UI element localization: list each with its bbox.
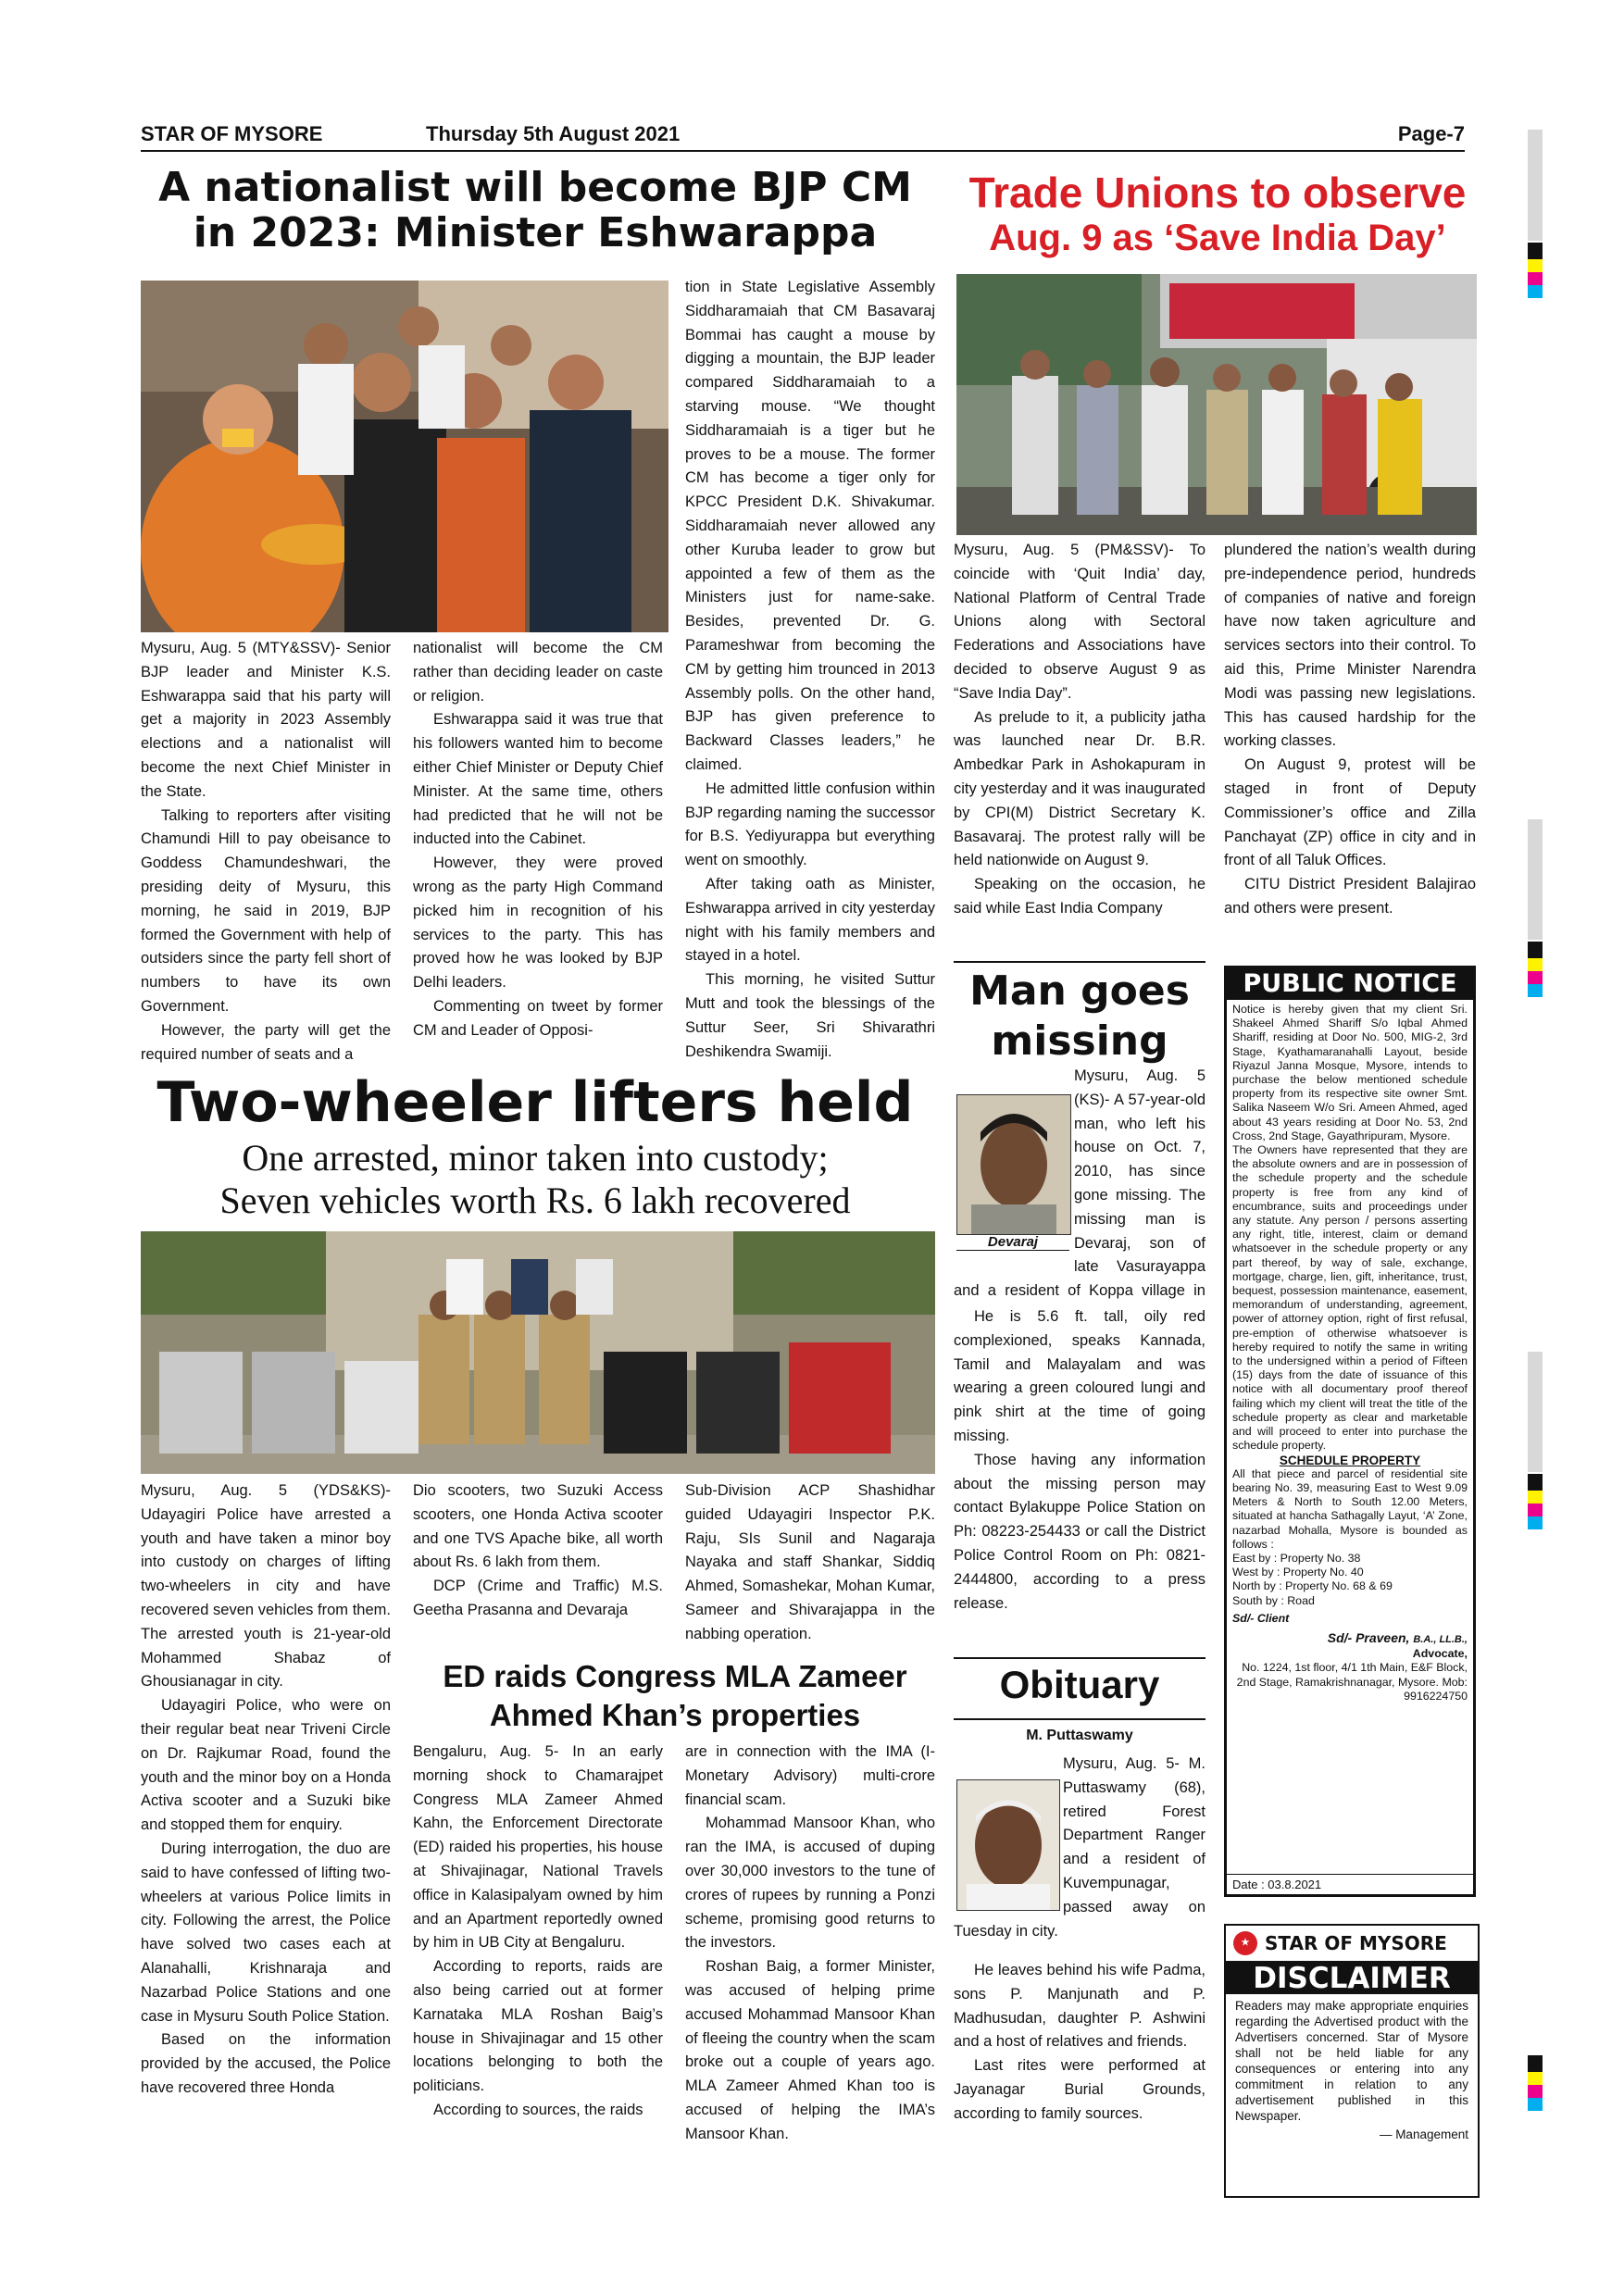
boundary-line: North by : Property No. 68 & 69 <box>1232 1579 1393 1593</box>
grey-bar <box>1528 1352 1543 1472</box>
headline-line: in 2023: Minister Eshwarappa <box>193 209 878 257</box>
advocate-title: Advocate, <box>1412 1647 1468 1661</box>
story3-subhead <box>137 1137 933 1222</box>
eshwarappa-photo <box>141 281 668 632</box>
black-mark <box>1528 1474 1543 1491</box>
obituary-intro <box>954 1753 1206 1956</box>
paragraph: Dio scooters, two Suzuki Access scooters, one Honda Activa scooter and one TVS Apache bike, all worth about Rs. 6 lakh from them. <box>413 1482 663 1571</box>
notice-paragraph: All that piece and parcel of residential site bearing No. 39, measuring East to West 9.09 Meters & North to South 12.00 Meters, situated at hancha Sathagally Layut, ‘A’ Zone, nazarbad Mohalla, Mysore is bounded as follows : <box>1232 1466 1468 1551</box>
yellow-mark <box>1528 1491 1543 1504</box>
paragraph: Bengaluru, Aug. 5- In an early morning shock to Chamarajpet Congress MLA Zameer Ahmed Kahn, the Enforcement Directorate (ED) raided his properties, his house at Shivajinagar, National Travels office in Kalasipalyam owned by him and an Apartment reportedly owned by him in UB City at Bengaluru. <box>413 1743 663 1952</box>
paper-name: STAR OF MYSORE <box>141 122 323 145</box>
story3-column-3 <box>685 1479 935 1646</box>
obituary-name: M. Puttaswamy <box>1026 1728 1133 1743</box>
photo-caption: Devaraj <box>956 1234 1069 1251</box>
obituary-body <box>954 1959 1206 2195</box>
cyan-mark <box>1528 285 1543 298</box>
black-mark <box>1528 2055 1543 2072</box>
schedule-title: SCHEDULE PROPERTY <box>1279 1453 1421 1467</box>
obituary-headline: Obituary <box>999 1663 1160 1706</box>
public-notice-body <box>1227 1000 1473 1706</box>
paragraph: Last rites were performed at Jayanagar Burial Grounds, according to family sources. <box>954 2057 1206 2122</box>
protest-photo <box>956 274 1477 535</box>
paragraph: Mysuru, Aug. 5- M. Puttaswamy (68), retired Forest Department Ranger and a resident of Kuvempunagar, passed away on Tuesday in city. <box>954 1755 1206 1940</box>
cyan-mark <box>1528 984 1543 997</box>
disclaimer-body: Readers may make appropriate enquiries regarding the Advertised product with the Advertisers concerned. Star of Mysore shall not be held liable for any consequences or entering into any commitment in relation to any advertisement published in this Newspaper. <box>1235 1999 1468 2123</box>
cyan-mark <box>1528 2098 1543 2111</box>
advocate-line <box>1232 1631 1468 1647</box>
client-signature: Sd/- Client <box>1232 1611 1290 1625</box>
story3-column-1 <box>141 1479 391 2192</box>
headline-line: missing <box>991 1017 1168 1065</box>
paragraph: nationalist will become the CM rather than deciding leader on caste or religion. <box>413 640 663 705</box>
headline-line: Aug. 9 as ‘Save India Day’ <box>989 217 1446 258</box>
story4-column-1 <box>413 1741 663 2194</box>
story2-column-2 <box>1224 539 1476 983</box>
subhead-line: Seven vehicles worth Rs. 6 lakh recovered <box>219 1179 851 1221</box>
photo-spacer <box>954 1753 1063 1919</box>
story3-column-2 <box>413 1479 663 1646</box>
story1-column-1 <box>141 637 391 1072</box>
paragraph: Eshwarappa said it was true that his followers wanted him to become either Chief Minister or Deputy Chief Minister. At the same time, others had predicted that he will not be inducted into the Cabinet. <box>413 711 663 848</box>
star-of-mysore-logo: ★ <box>1233 1931 1257 1955</box>
boundary-line: West by : Property No. 40 <box>1232 1566 1364 1579</box>
magenta-mark <box>1528 2085 1543 2098</box>
paragraph: He leaves behind his wife Padma, sons P. Manjunath and P. Madhusudan, daughter P. Ashwini and a host of relatives and friends. <box>954 1962 1206 2051</box>
notice-paragraph: The Owners have represented that they are the absolute owners and are in possession of the schedule property and the schedule property is free from any kind of encumbrance, suits and proceedings under any statute. Any person / persons asserting any right, title, interest, claim or demand whatsoever in the schedule property or any part thereof, by way of sale, exchange, mortgage, charge, lien, gift, inheritance, trust, bequest, possession maintenance, easement, memorandum of understanding, agreement, power of attorney option, right of first refusal, pre-emption of otherwise whatsoever is hereby required to notify the same in writing to the undersigned within a period of Fifteen (15) days from the date of issuance of this notice with all documentary proof thereof failing which my client will treat the title of the schedule property as clear and marketable and will proceed to enter into purchase the schedule property. <box>1232 1143 1468 1453</box>
paragraph: According to reports, raids are also being carried out at former Karnataka MLA Roshan Baig’s house in Shivajinagar and 15 other locations belonging to both the politicians. <box>413 1958 663 2095</box>
yellow-mark <box>1528 259 1543 272</box>
disclaimer-brand: STAR OF MYSORE <box>1265 1932 1447 1954</box>
story1-column-2 <box>413 637 663 1072</box>
paragraph: Speaking on the occasion, he said while East India Company <box>954 876 1206 917</box>
public-notice-title: PUBLIC NOTICE <box>1227 968 1473 1000</box>
disclaimer <box>1224 1924 1480 2198</box>
paragraph: He is 5.6 ft. tall, oily red complexioned, speaks Kannada, Tamil and Malayalam and was wearing a green coloured lungi and pink shirt at the time of going missing. <box>954 1308 1206 1444</box>
paragraph: During interrogation, the duo are said to have confessed of lifting two-wheelers at various Police limits in city. Following the arrest, the Police have solved two cases each at Alanahalli, Krishnaraja and Nazarbad Police Stations and one case in Mysuru South Police Station. <box>141 1840 391 2025</box>
magenta-mark <box>1528 971 1543 984</box>
yellow-mark <box>1528 958 1543 971</box>
divider <box>954 1718 1206 1720</box>
headline-line: Trade Unions to observe <box>968 168 1467 217</box>
paragraph: Mysuru, Aug. 5 (PM&SSV)- To coincide with ‘Quit India’ day, National Platform of Central Trade Unions along with Sectoral Federations and Associations have decided to observe August 9 as “Save India Day”. <box>954 542 1206 702</box>
story5-headline <box>954 967 1206 1067</box>
issue-date: Thursday 5th August 2021 <box>426 122 681 145</box>
paragraph: Based on the information provided by the accused, the Police have recovered three Honda <box>141 2031 391 2096</box>
photo-spacer <box>954 1065 1074 1261</box>
notice-date: Date : 03.8.2021 <box>1227 1874 1473 1894</box>
disclaimer-brand-row <box>1226 1926 1478 1963</box>
notice-paragraph: Notice is hereby given that my client Sri. Shakeel Ahmed Shariff S/o Iqbal Ahmed Shariff, residing at Door No. 500, MIG-2, 3rd Stage, Kyathamaranahalli Layout, beside Riyazul Janna Mosque, Mysore, intends to purchase the below mentioned schedule property from its respective site owner Smt. Salika Naseem W/o Sri. Ameen Ahmed, aged about 43 years residing at Door No. 53, 2nd Cross, 2nd Stage, Gayathripuram, Mysore. <box>1232 1003 1468 1142</box>
divider <box>954 961 1206 963</box>
paragraph: According to sources, the raids <box>433 2101 643 2118</box>
story3-headline: Two-wheeler lifters held <box>156 1070 914 1135</box>
paragraph: are in connection with the IMA (I-Monetary Advisory) multi-crore financial scam. <box>685 1743 935 1808</box>
paragraph: However, the party will get the required number of seats and a <box>141 1021 391 1063</box>
magenta-mark <box>1528 1504 1543 1516</box>
paragraph: Those having any information about the missing person may contact Bylakuppe Police Station on Ph: 08223-254433 or call the District Police Control Room on Ph: 0821-2444800, according to a press release. <box>954 1451 1206 1612</box>
story1-column-3 <box>685 276 935 1072</box>
grey-bar <box>1528 819 1543 940</box>
paragraph: As prelude to it, a publicity jatha was launched near Dr. B.R. Ambedkar Park in Ashokapuram in city yesterday and it was inaugurated by CPI(M) District Secretary K. Basavaraj. The protest rally will be held nationwide on August 9. <box>954 708 1206 869</box>
paragraph: tion in State Legislative Assembly Siddharamaiah that CM Basavaraj Bommai has caught a mouse by digging a mountain, the BJP leader compared Siddharamaiah to a starving mouse. “We thought Siddharamaiah is a tiger but he proves to be a mouse. The former CM has become a tiger only for KPCC President D.K. Shivakumar. Siddharamaiah never allowed any other Kuruba leader to grow but appointed a few of them as the Ministers just for name-sake. Besides, prevented Dr. G. Parameshwar from becoming the CM by getting him trounced in 2013 Assembly polls. On the other hand, BJP has given preference to Backward Classes leaders,” he claimed. <box>685 279 935 773</box>
headline-line: A nationalist will become BJP CM <box>158 164 912 211</box>
story4-headline <box>407 1657 943 1735</box>
paragraph: Commenting on tweet by former CM and Leader of Opposi- <box>413 997 663 1039</box>
story2-headline <box>954 169 1481 258</box>
advocate-degree: B.A., LL.B., <box>1413 1633 1468 1645</box>
story5-body <box>954 1305 1206 1634</box>
paragraph: However, they were proved wrong as the party High Command picked him in recognition of his services to the party. This has proved how he was looked by BJP Delhi leaders. <box>413 855 663 992</box>
headline-line: Man goes <box>969 967 1190 1015</box>
cyan-mark <box>1528 1516 1543 1529</box>
black-mark <box>1528 942 1543 958</box>
grey-bar <box>1528 130 1543 241</box>
story5-intro <box>954 1065 1206 1305</box>
paragraph: plundered the nation’s wealth during pre-independence period, hundreds of companies of native and foreign have now taken agriculture and services sectors into their control. To aid this, Prime Minister Narendra Modi was passing new legislations. This has caused hardship for the working classes. <box>1224 542 1476 750</box>
paragraph: Mysuru, Aug. 5 (KS)- A 57-year-old man, who left his house on Oct. 7, 2010, has since gone missing. The missing man is Devaraj, son of late Vasurayappa and a resident of Koppa village in <box>954 1067 1206 1300</box>
headline-line: ED raids Congress MLA Zameer <box>443 1659 907 1693</box>
paragraph: Mysuru, Aug. 5 (MTY&SSV)- Senior BJP leader and Minister K.S. Eshwarappa said that his party will get a majority in 2023 Assembly elections and a nationalist will become the next Chief Minister in the State. <box>141 640 391 800</box>
paragraph: Roshan Baig, a former Minister, was accused of helping prime accused Mohammad Mansoor Khan of fleeing the country when the scam broke out a couple of years ago. MLA Zameer Ahmed Khan too is accused of helping the IMA’s Mansoor Khan. <box>685 1958 935 2142</box>
paragraph: CITU District President Balajirao and others were present. <box>1224 876 1476 917</box>
yellow-mark <box>1528 2072 1543 2085</box>
advocate-name: Sd/- Praveen, <box>1327 1629 1410 1645</box>
story2-column-1 <box>954 539 1206 983</box>
paragraph: He admitted little confusion within BJP regarding naming the successor for B.S. Yediyurappa but everything went on smoothly. <box>685 780 935 869</box>
headline-line: Ahmed Khan’s properties <box>489 1698 861 1732</box>
advocate-address: No. 1224, 1st floor, 4/1 1th Main, E&F Block, 2nd Stage, Ramakrishnanagar, Mysore. Mob: 9916224750 <box>1236 1661 1468 1703</box>
page-number: Page-7 <box>1397 122 1465 145</box>
paragraph: After taking oath as Minister, Eshwarappa arrived in city yesterday night with his family members and stayed in a hotel. <box>685 875 935 965</box>
recovered-vehicles-photo <box>141 1231 935 1474</box>
paragraph: This morning, he visited Suttur Mutt and took the blessings of the Suttur Seer, Sri Shivarathri Deshikendra Swamiji. <box>685 971 935 1060</box>
paragraph: Sub-Division ACP Shashidhar guided Udayagiri Inspector P.K. Raju, SIs Sunil and Nagaraja Nayaka and staff Shankar, Siddiq Ahmed, Somashekar, Mohan Kumar, Sameer and Shivarajappa in the nabbing operation. <box>685 1482 935 1642</box>
story4-column-2 <box>685 1741 935 2194</box>
paragraph: Mohammad Mansoor Khan, who ran the IMA, is accused of duping over 30,000 investors to the tune of crores of rupees by running a Ponzi scheme, promising good returns to the investors. <box>685 1815 935 1952</box>
divider <box>954 1657 1206 1659</box>
masthead <box>141 120 1465 152</box>
disclaimer-signoff: — Management <box>1379 2128 1468 2141</box>
public-notice <box>1224 966 1476 1897</box>
magenta-mark <box>1528 272 1543 285</box>
boundary-line: East by : Property No. 38 <box>1232 1551 1361 1565</box>
subhead-line: One arrested, minor taken into custody; <box>242 1137 829 1179</box>
black-mark <box>1528 243 1543 259</box>
paragraph: Talking to reporters after visiting Chamundi Hill to pay obeisance to Goddess Chamundeshwari, the presiding deity of Mysuru, this morning, he said in 2019, BJP formed the Government with help of outsiders since the party fell short of numbers to have its own Government. <box>141 806 391 1015</box>
disclaimer-title: DISCLAIMER <box>1226 1963 1478 1994</box>
paragraph: On August 9, protest will be staged in front of Deputy Commissioner’s office and Zilla Panchayat (ZP) office in city and in front of all Taluk Offices. <box>1224 756 1476 869</box>
story1-headline <box>137 165 933 256</box>
boundary-line: South by : Road <box>1232 1593 1315 1607</box>
paragraph: Udayagiri Police, who were on their regular beat near Triveni Circle on Dr. Rajkumar Road, found the youth and the minor boy on a Honda Activa scooter and a Suzuki bike and stopped them for enquiry. <box>141 1697 391 1834</box>
paragraph: Mysuru, Aug. 5 (YDS&KS)- Udayagiri Police have arrested a youth and have taken a minor boy into custody on charges of lifting two-wheelers in city and have recovered seven vehicles from them. The arrested youth is 21-year-old Mohammed Shabaz of Ghousianagar in city. <box>141 1482 391 1691</box>
paragraph: DCP (Crime and Traffic) M.S. Geetha Prasanna and Devaraja <box>413 1578 663 1618</box>
